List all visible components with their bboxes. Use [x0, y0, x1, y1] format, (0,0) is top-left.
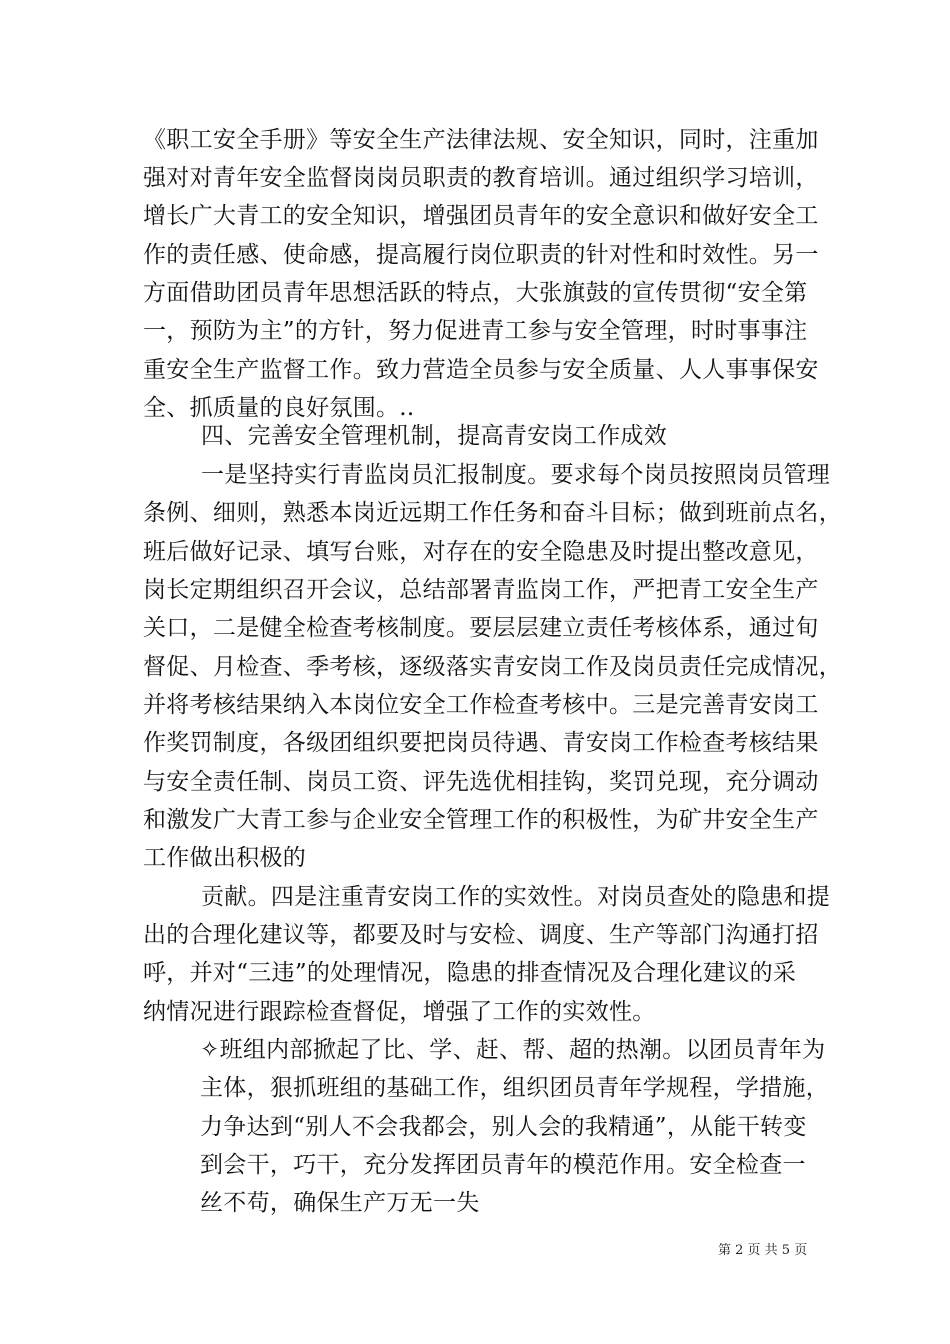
body-line: 条例、细则，熟悉本岗近远期工作任务和奋斗目标；做到班前点名，	[143, 500, 842, 526]
body-line: 增长广大青工的安全知识，增强团员青年的安全意识和做好安全工	[143, 203, 819, 229]
body-line: 全、抓质量的良好氛围。..	[143, 395, 415, 421]
body-line: 纳情况进行跟踪检查督促，增强了工作的实效性。	[143, 999, 656, 1025]
page-number-footer: 第 2 页 共 5 页	[718, 1243, 808, 1258]
body-line: 作奖罚制度，各级团组织要把岗员待遇、青安岗工作检查考核结果	[143, 730, 819, 756]
body-line: 贡献。四是注重青安岗工作的实效性。对岗员查处的隐患和提	[201, 884, 831, 910]
body-line: 出的合理化建议等，都要及时与安检、调度、生产等部门沟通打招	[143, 922, 819, 948]
body-line: 呼，并对“三违”的处理情况，隐患的排查情况及合理化建议的采	[143, 960, 797, 986]
body-line: 与安全责任制、岗员工资、评先选优相挂钩，奖罚兑现，充分调动	[143, 769, 819, 795]
body-line: 强对对青年安全监督岗岗员职责的教育培训。通过组织学习培训，	[143, 165, 819, 191]
body-line: 到会干，巧干，充分发挥团员青年的模范作用。安全检查一	[200, 1152, 806, 1178]
body-line: 一，预防为主”的方针，努力促进青工参与安全管理，时时事事注	[143, 318, 808, 344]
body-line: 主体，狠抓班组的基础工作，组织团员青年学规程，学措施，	[200, 1075, 830, 1101]
body-line: 丝不苟，确保生产万无一失	[200, 1190, 480, 1216]
body-line: 《职工安全手册》等安全生产法律法规、安全知识，同时，注重加	[143, 127, 819, 153]
body-line: 关口，二是健全检查考核制度。要层层建立责任考核体系，通过旬	[143, 615, 819, 641]
body-line: ✧班组内部掀起了比、学、赶、帮、超的热潮。以团员青年为	[200, 1037, 826, 1063]
body-line: 并将考核结果纳入本岗位安全工作检查考核中。三是完善青安岗工	[143, 692, 819, 718]
body-line: 和激发广大青工参与企业安全管理工作的积极性，为矿井安全生产	[143, 807, 819, 833]
body-line: 督促、月检查、季考核，逐级落实青安岗工作及岗员责任完成情况，	[143, 654, 842, 680]
body-line: 工作做出积极的	[143, 845, 307, 871]
body-line: 班后做好记录、填写台账，对存在的安全隐患及时提出整改意见，	[143, 539, 819, 565]
body-line: 一是坚持实行青监岗员汇报制度。要求每个岗员按照岗员管理	[201, 462, 831, 488]
section-heading: 四、完善安全管理机制，提高青安岗工作成效	[201, 423, 667, 449]
body-line: 岗长定期组织召开会议，总结部署青监岗工作，严把青工安全生产	[143, 577, 819, 603]
body-line: 作的责任感、使命感，提高履行岗位职责的针对性和时效性。另一	[143, 242, 819, 268]
body-line: 方面借助团员青年思想活跃的特点，大张旗鼓的宣传贯彻“安全第	[143, 280, 808, 306]
body-line: 重安全生产监督工作。致力营造全员参与安全质量、人人事事保安	[143, 357, 819, 383]
body-line: 力争达到“别人不会我都会，别人会的我精通”，从能干转变	[200, 1114, 807, 1140]
